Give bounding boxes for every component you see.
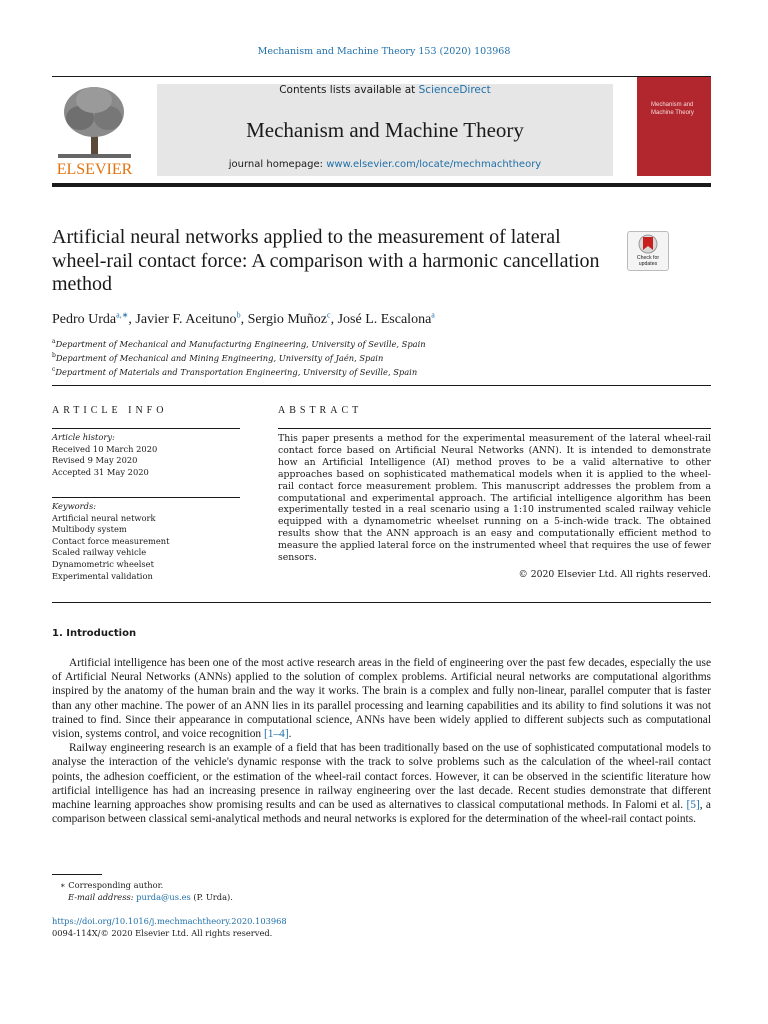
doi-link[interactable]: https://doi.org/10.1016/j.mechmachtheory.2020.103968 (52, 916, 287, 926)
divider (278, 428, 711, 429)
issn-line: 0094-114X/© 2020 Elsevier Ltd. All rights reserved. (52, 928, 273, 938)
divider (52, 602, 711, 603)
article-history (52, 432, 157, 478)
footnote-corresponding: ∗ Corresponding author. (60, 880, 164, 890)
check-for-updates-button[interactable] (627, 231, 669, 271)
history-received: Received 10 March 2020 (52, 443, 158, 454)
article-info-heading: ARTICLE INFO (52, 405, 168, 416)
keyword: Contact force measurement (52, 535, 170, 546)
affiliation: $^a$Department of Mechanical and Manufacturing Engineering, University of Seville, Spain (52, 338, 426, 349)
bookmark-icon (628, 232, 668, 256)
divider (52, 497, 240, 498)
homepage-prefix: journal homepage: (228, 159, 327, 170)
affiliation: $^b$Department of Mechanical and Mining Engineering, University of Jaén, Spain (52, 351, 384, 363)
keyword: Scaled railway vehicle (52, 547, 147, 558)
journal-citation[interactable]: Mechanism and Machine Theory 153 (2020) 103968 (257, 46, 511, 57)
history-label: Article history: (52, 432, 115, 442)
history-accepted: Accepted 31 May 2020 (52, 466, 149, 477)
masthead-rule (52, 183, 711, 187)
article-title: Artificial neural networks applied to the measurement of lateral wheel-rail contact force: A comparison with a harmonic cancellation method (52, 226, 600, 295)
top-rule (52, 76, 711, 77)
footnote-email: E-mail address: purda@us.es (P. Urda). (68, 892, 233, 902)
affiliation: $^c$Department of Materials and Transportation Engineering, University of Seville, Spain (52, 365, 418, 377)
author[interactable]: Pedro Urda$^{a,∗}$, (52, 310, 136, 327)
keyword: Multibody system (52, 524, 127, 535)
check-for-updates-label: Check for updates (636, 255, 660, 267)
elsevier-logo (52, 82, 137, 178)
keywords-label: Keywords: (52, 501, 97, 511)
abstract-text: This paper presents a method for the experimental measurement of the lateral wheel-rail contact force based on Artificial Neural Networks (ANN). It is intended to demonstrate how an Artificial Intelligence (AI) method proves to be a valid alternative to other approaches based on sophisticated mathematical models when it is applied to the wheel-rail contact force measurement problem. This manuscript addresses the problem from a computational and experimental approach. The artificial intelligence algorithm has been experimentally tested in a real scenario using a 1:10 instrumented scaled railway vehicle equipped with a dynamometric wheelset running on a 5-inch-wide track. The obtained results show that the ANN approach is an easy and computationally efficient method to measure the applied lateral force on the instrumented wheel that requires the use of fewer sensors. (278, 433, 711, 564)
history-revised: Revised 9 May 2020 (52, 455, 138, 466)
intro-body (52, 656, 711, 826)
email-link[interactable]: purda@us.es (136, 892, 191, 902)
contents-prefix: Contents lists available at (279, 84, 419, 96)
elsevier-wordmark: ELSEVIER (56, 161, 133, 178)
journal-title: Mechanism and Machine Theory (246, 118, 524, 142)
divider (52, 385, 711, 386)
paragraph: Railway engineering research is an example of a field that has been traditionally based on the use of sophisticated computational models to analyse the interaction of the vehicle's dynamic response with the track to solve problems such as the calculation of the wheel-rail contact points, the adhesion coefficient, or the estimation of the wheel-rail contact forces. However, it can be observed in the scientific literature how artificial intelligence has had an increasing presence in railway engineering over the last decade. Recent studies demonstrate that different machine learning approaches show promising results and can be used as alternatives to classical computational methods. In Falomi et al. [5], a comparison between classical semi-analytical methods and neural networks is explored for the determination of the wheel-rail contact points. (52, 742, 711, 826)
keyword: Experimental validation (52, 570, 153, 581)
author[interactable]: José L. Escalona$^a$ (337, 310, 435, 327)
sciencedirect-link[interactable]: ScienceDirect (418, 84, 491, 96)
keyword: Artificial neural network (52, 512, 156, 523)
abstract-heading: ABSTRACT (278, 405, 363, 416)
footnote-rule (52, 874, 102, 875)
keywords (52, 501, 169, 582)
author-list (52, 310, 435, 328)
journal-cover[interactable] (637, 77, 711, 176)
keyword: Dynamometric wheelset (52, 558, 154, 569)
author[interactable]: Sergio Muñoz$^c$, (247, 310, 338, 327)
divider (52, 428, 240, 429)
paragraph: Artificial intelligence has been one of the most active research areas in the field of engineering over the past few decades, especially the use of Artificial Neural Networks (ANNs) applied to the solution of complex problems. Artificial neural networks are computational algorithms inspired by the anatomy of the human brain and the way it works. The brain is a complex and fully non-linear, parallel computer that is faster than any other machine. The power of an ANN lies in its parallel processing and learning capabilities and its ability to find solutions it was not trained to find. Since their appearance in computational science, ANNs have been widely applied to different subjects such as computational vision, systems control, and voice recognition [1–4]. (52, 657, 711, 741)
citation-link[interactable]: [5] (686, 799, 700, 812)
journal-masthead (157, 84, 613, 176)
affiliations (52, 336, 426, 377)
cover-title: Mechanism and Machine Theory (651, 102, 694, 116)
author[interactable]: Javier F. Aceituno$^b$, (135, 310, 248, 327)
homepage-link[interactable]: www.elsevier.com/locate/mechmachtheory (326, 159, 542, 170)
homepage-line (157, 159, 613, 170)
section-heading: 1. Introduction (52, 628, 137, 639)
citation-link[interactable]: [1–4] (263, 728, 289, 741)
abstract-copyright: © 2020 Elsevier Ltd. All rights reserved. (518, 569, 711, 580)
contents-line (157, 84, 613, 96)
